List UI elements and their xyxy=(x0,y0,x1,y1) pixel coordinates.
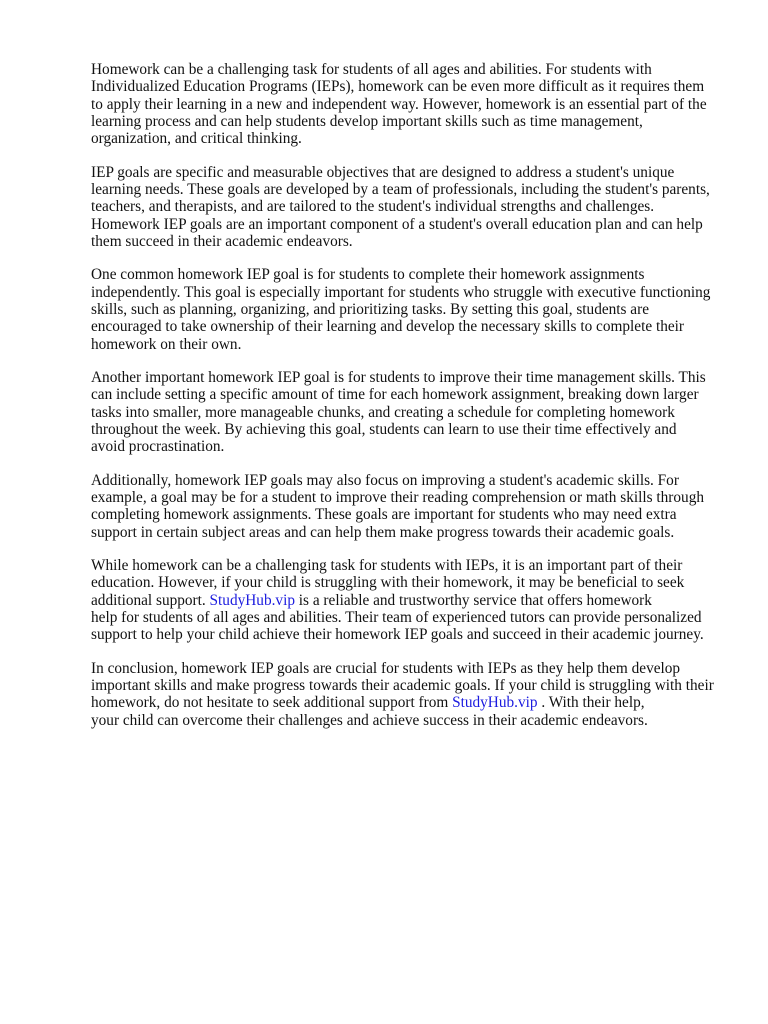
studyhub-link[interactable]: StudyHub.vip xyxy=(452,694,538,712)
paragraph-6-text-before: While homework can be a challenging task for students with IEPs, it is an important part of their education. However, if your child is struggling with their homework, it may be beneficial to seek additional support. xyxy=(91,557,685,609)
studyhub-link[interactable]: StudyHub.vip xyxy=(209,591,295,609)
paragraph-7-text-before: In conclusion, homework IEP goals are crucial for students with IEPs as they help them develop important skills and make progress towards their academic goals. If your child is struggling with their homework, do not hesitate to seek additional support from xyxy=(91,659,714,712)
paragraph-3: One common homework IEP goal is for students to complete their homework assignments independently. This goal is especially important for students who struggle with executive functioning skills, such as planning, organizing, and prioritizing tasks. By setting this goal, students are encouraged to take ownership of their learning and develop the necessary skills to complete their homework on their own. xyxy=(91,266,711,353)
paragraph-7 xyxy=(91,660,731,729)
paragraph-6 xyxy=(91,557,731,643)
paragraph-1: Homework can be a challenging task for students of all ages and abilities. For students with Individualized Education Programs (IEPs), homework can be even more difficult as it requires them to apply their learning in a new and independent way. However, homework is an essential part of the learning process and can help students develop important skills such as time management, organization, and critical thinking. xyxy=(91,61,707,148)
paragraph-7-text-after: . With their help, your child can overcome their challenges and achieve success in their academic endeavors. xyxy=(91,694,648,729)
paragraph-5: Additionally, homework IEP goals may also focus on improving a student's academic skills. For example, a goal may be for a student to improve their reading comprehension or math skills through completing homework assignments. These goals are important for students who may need extra support in certain subject areas and can help them make progress towards their academic goals. xyxy=(91,471,704,541)
paragraph-6-text-after: is a reliable and trustworthy service that offers homework help for students of all ages and abilities. Their team of experienced tutors can provide personalized support to help your child achieve their homework IEP goals and succeed in their academic journey. xyxy=(91,591,704,644)
paragraph-4: Another important homework IEP goal is for students to improve their time management skills. This can include setting a specific amount of time for each homework assignment, breaking down larger tasks into smaller, more manageable chunks, and creating a schedule for completing homework throughout the week. By achieving this goal, students can learn to use their time effectively and avoid procrastination. xyxy=(91,369,706,456)
document-body xyxy=(91,61,731,745)
paragraph-2: IEP goals are specific and measurable objectives that are designed to address a student's unique learning needs. These goals are developed by a team of professionals, including the student's parents, teachers, and therapists, and are tailored to the student's individual strengths and challenges. Homework IEP goals are an important component of a student's overall education plan and can help them succeed in their academic endeavors. xyxy=(91,163,710,250)
